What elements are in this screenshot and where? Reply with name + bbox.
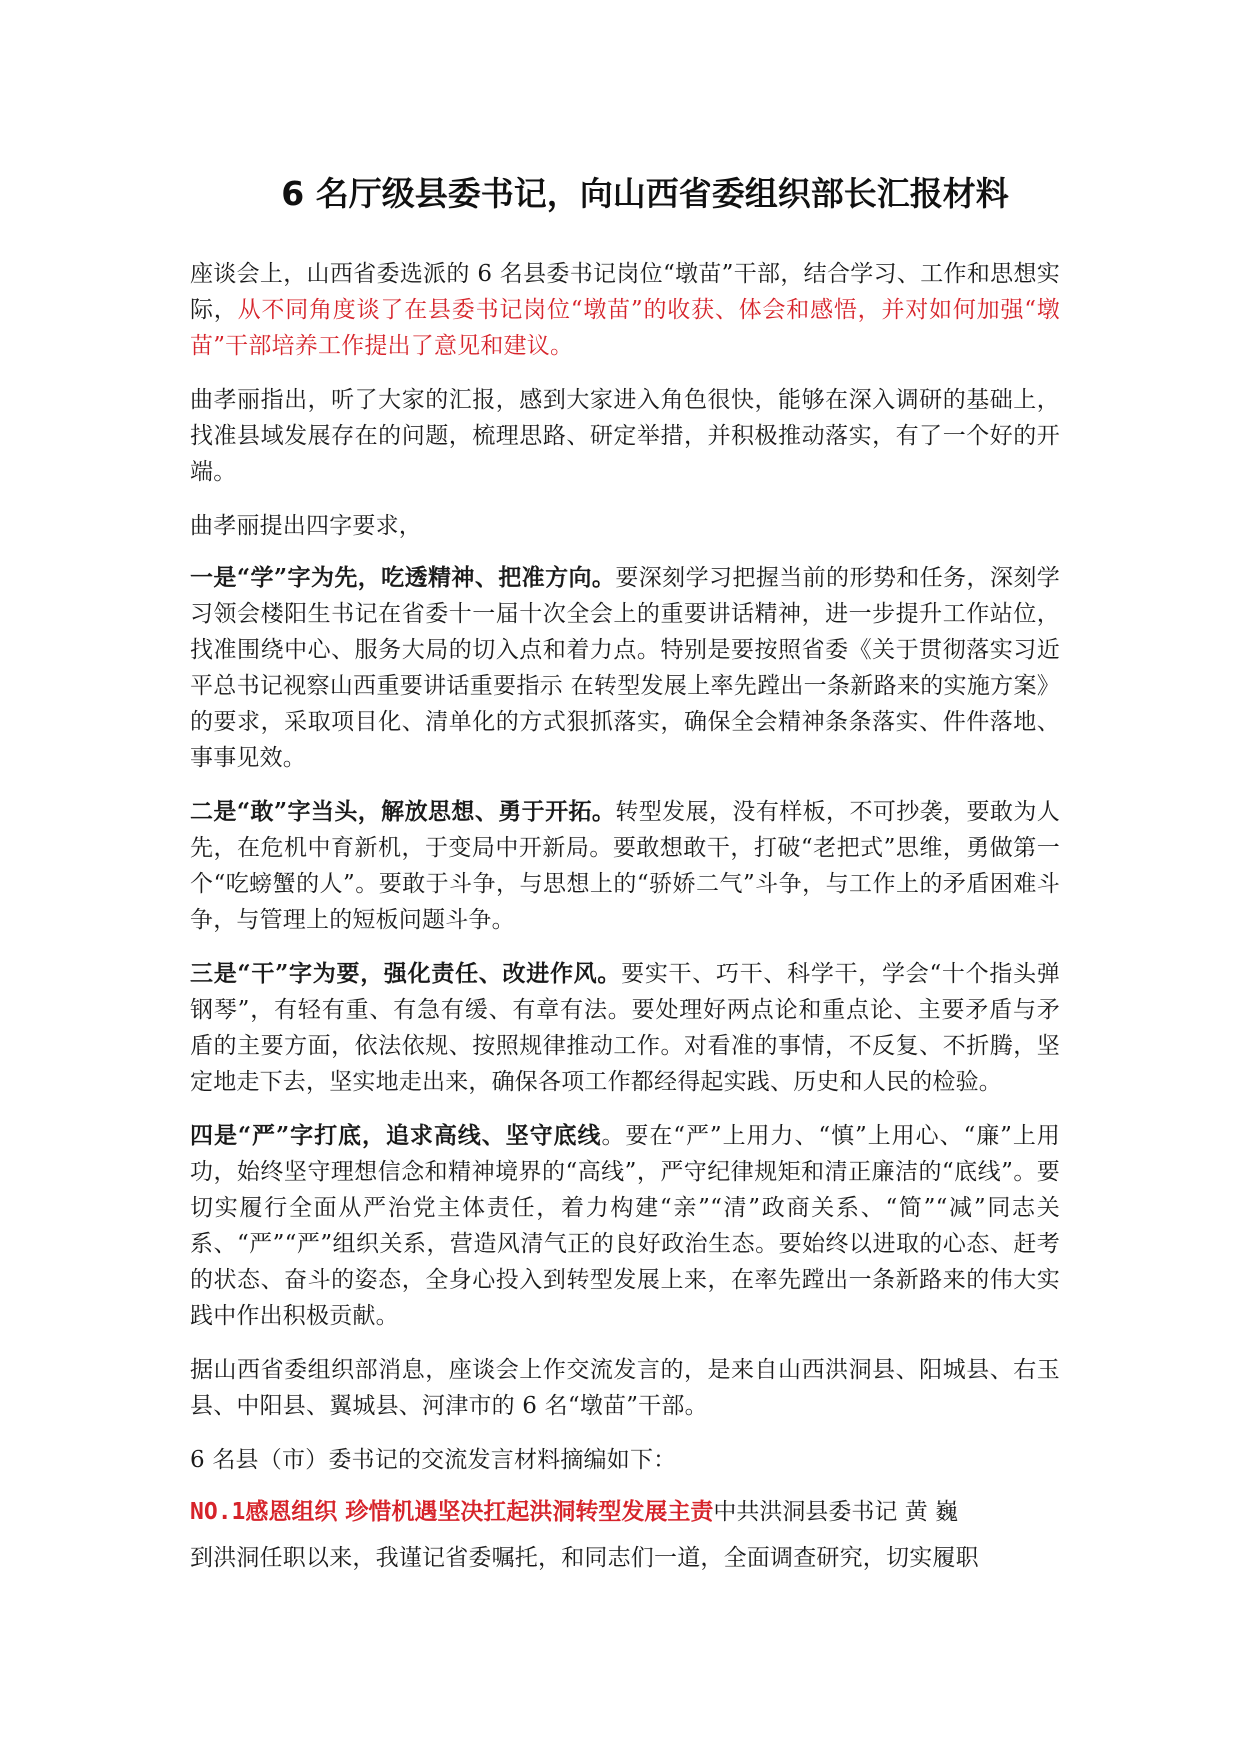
requirements-intro: 曲孝丽提出四字要求， bbox=[190, 513, 422, 539]
requirement-3-heading: 三是“干”字为要，强化责任、改进作风。 bbox=[190, 960, 622, 987]
speech-title: 感恩组织 珍惜机遇坚决扛起洪洞转型发展主责 bbox=[245, 1498, 714, 1525]
speech-heading-1 bbox=[190, 1494, 1060, 1530]
requirement-3 bbox=[190, 956, 1060, 1100]
requirement-3-text: 要实干、巧干、科学干，学会“十个指头弹钢琴”，有轻有重、有急有缓、有章有法。要处理好两点论和重点论、主要矛盾与矛盾的主要方面，依法依规、按照规律推动工作。对看准的事情，不反复、不折腾，坚定地走下去，坚实地走出来，确保各项工作都经得起实践、历史和人民的检验。 bbox=[190, 961, 1060, 1095]
source-paragraph: 据山西省委组织部消息，座谈会上作交流发言的，是来自山西洪洞县、阳城县、右玉县、中阳县、翼城县、河津市的 6 名“墩苗”干部。 bbox=[190, 1357, 1060, 1419]
intro-paragraph bbox=[190, 256, 1060, 364]
requirement-1-heading: 一是“学”字为先，吃透精神、把准方向。 bbox=[190, 564, 616, 591]
requirement-1 bbox=[190, 560, 1060, 776]
requirement-4-heading: 四是“严”字打底，追求高线、坚守底线 bbox=[190, 1122, 602, 1149]
excerpt-intro: 6 名县（市）委书记的交流发言材料摘编如下： bbox=[190, 1447, 677, 1473]
requirement-2-heading: 二是“敢”字当头，解放思想、勇于开拓。 bbox=[190, 798, 616, 825]
requirement-2 bbox=[190, 794, 1060, 938]
requirement-4 bbox=[190, 1118, 1060, 1334]
speech-author: 中共洪洞县委书记 黄 巍 bbox=[713, 1499, 959, 1525]
speech-number: NO.1 bbox=[190, 1499, 246, 1525]
document-title: 6 名厅级县委书记，向山西省委组织部长汇报材料 bbox=[281, 174, 1009, 213]
intro-highlight-text: 从不同角度谈了在县委书记岗位“墩苗”的收获、体会和感悟，并对如何加强“墩苗”干部培养工作提出了意见和建议。 bbox=[190, 297, 1060, 359]
requirement-2-text: 转型发展，没有样板，不可抄袭，要敢为人先，在危机中育新机，于变局中开新局。要敢想敢干，打破“老把式”思维，勇做第一个“吃螃蟹的人”。要敢于斗争，与思想上的“骄娇二气”斗争，与工作上的矛盾困难斗争，与管理上的短板问题斗争。 bbox=[190, 799, 1060, 933]
summary-paragraph: 曲孝丽指出，听了大家的汇报，感到大家进入角色很快，能够在深入调研的基础上，找准县域发展存在的问题，梳理思路、研定举措，并积极推动落实，有了一个好的开端。 bbox=[190, 387, 1060, 485]
intro-text: 座谈会上，山西省委选派的 6 名县委书记岗位“墩苗”干部，结合学习、工作和思想实际， bbox=[190, 261, 1060, 323]
requirement-4-text: 。要在“严”上用力、“慎”上用心、“廉”上用功，始终坚守理想信念和精神境界的“高线”，严守纪律规矩和清正廉洁的“底线”。要切实履行全面从严治党主体责任，着力构建“亲”“清”政商关系、“简”“减”同志关系、“严”“严”组织关系，营造风清气正的良好政治生态。要始终以进取的心态、赶考的状态、奋斗的姿态，全身心投入到转型发展上来，在率先蹚出一条新路来的伟大实践中作出积极贡献。 bbox=[190, 1123, 1060, 1329]
requirement-1-text: 要深刻学习把握当前的形势和任务，深刻学习领会楼阳生书记在省委十一届十次全会上的重要讲话精神，进一步提升工作站位，找准围绕中心、服务大局的切入点和着力点。特别是要按照省委《关于贯彻落实习近平总书记视察山西重要讲话重要指示 在转型发展上率先蹚出一条新路来的实施方案》的要求，采取项目化、清单化的方式狠抓落实，确保全会精神条条落实、件件落地、事事见效。 bbox=[190, 565, 1060, 771]
document-page bbox=[190, 168, 1060, 1594]
speech-body-start: 到洪洞任职以来，我谨记省委嘱托，和同志们一道，全面调查研究，切实履职 bbox=[190, 1545, 979, 1571]
